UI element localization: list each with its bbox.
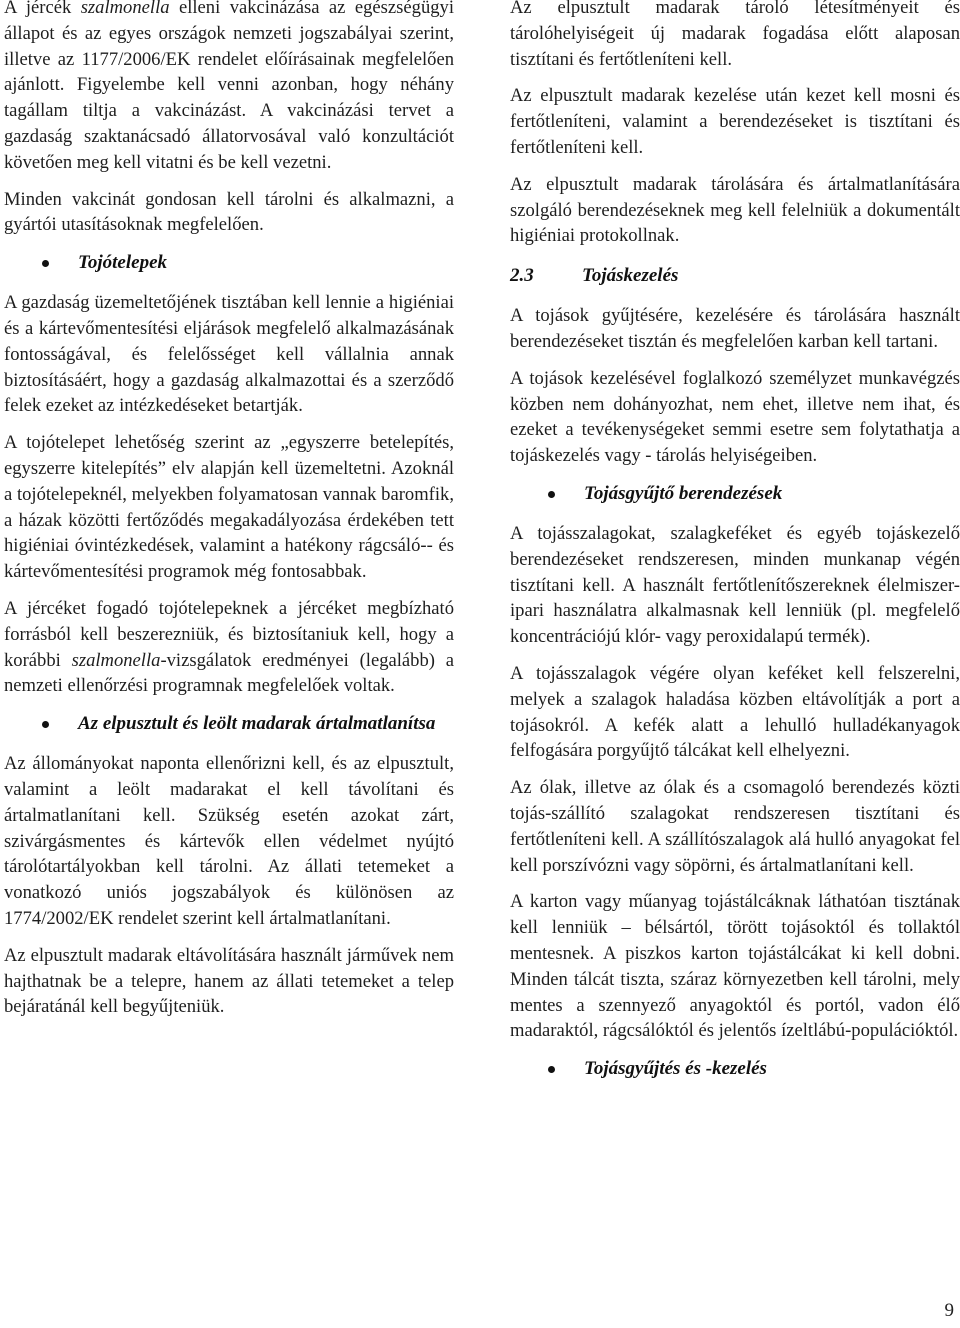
right-column bbox=[510, 0, 960, 1096]
paragraph-brushes: A tojásszalagok végére olyan keféket kell felszerelni, melyek a szalagok haladása közben eltávolítják a port a tojásokról. A kefék alatt a lehulló hulladékanyagok felfogására porgyűjtő tálcákat kell elhelyezni. bbox=[510, 662, 960, 762]
section-heading-egg-handling bbox=[510, 263, 960, 289]
paragraph-vaccination: A jércék szalmonella elleni vakcinázása az egészségügyi állapot és az egyes országok nemzeti jogszabályai szerint, illetve az 1177/2006/EK rendelet előírásainak megfelelően ajánlott. Figyelembe kell venni azonban, hogy néhány tagállam tiltja a vakcinázást. A vakcinázási tervet a gazdaság szaktanácsadó állatorvosával való konzultációt követően meg kell vitatni és be kell vezetni. bbox=[4, 0, 454, 176]
bullet-heading-collection-equipment: Tojásgyűjtő berendezések bbox=[510, 481, 960, 507]
bullet-icon bbox=[548, 1066, 555, 1073]
paragraph-vaccine-storage: Minden vakcinát gondosan kell tárolni és alkalmazni, a gyártói utasításoknak megfelelően. bbox=[4, 188, 454, 236]
page-number: 9 bbox=[944, 1300, 954, 1321]
paragraph-conveyors: Az ólak, illetve az ólak és a csomagoló berendezés közti tojás-szállító szalagokat rendszeresen tisztítani és fertőtleníteni kell. A szállítószalagok alá hulló anyagokat fel kell porszívózni vagy söpörni, és ártalmatlanítani kell. bbox=[510, 777, 960, 876]
left-column bbox=[4, 0, 454, 1031]
paragraph-hand-washing: Az elpusztult madarak kezelése után kezet kell mosni és fertőtleníteni, valamint a berendezéseket is tisztítani és fertőtleníteni kell. bbox=[510, 85, 960, 158]
paragraph-all-in-all-out: A tojótelepet lehetőség szerint az „egyszerre betelepítés, egyszerre kitelepítés” elv alapján kell üzemeltetni. Azoknál a tojótelepeknél, melyekben folyamatosan vannak baromfik, a házak közötti fertőződés megakadályozása érdekében tett higiéniai óvintézkedések, valamint a hatékony rágcsáló-- és kártevőmentesítési programok még fontosabbak. bbox=[4, 432, 454, 583]
italic-term: szalmonella bbox=[71, 649, 161, 671]
bullet-heading-collection-handling: Tojásgyűjtés és -kezelés bbox=[510, 1056, 960, 1082]
paragraph-daily-check: Az állományokat naponta ellenőrizni kell, és az elpusztult, valamint a leölt madarakat el kell távolítani és ártalmatlanítani kell. Szükség esetén azokat zárt, szivárgásmentes és kártevők ellen védelmet nyújtó tárolótartályokban kell tárolni. Az állati tetemeket a vonatkozó uniós jogszabályok és különösen az 1774/2002/EK rendelet szerint kell ártalmatlanítani. bbox=[4, 753, 454, 929]
bullet-icon bbox=[548, 491, 555, 498]
section-title: Tojáskezelés bbox=[582, 265, 679, 287]
paragraph-vehicles: Az elpusztult madarak eltávolítására használt járművek nem hajthatnak be a telepre, hanem az állati tetemeket a telep bejáratánál kell begyűjteniük. bbox=[4, 944, 454, 1018]
italic-term: szalmonella bbox=[80, 0, 170, 18]
paragraph-storage-facilities: Az elpusztult madarak tároló létesítményeit és tárolóhelyiségeit új madarak fogadása előtt alaposan tisztítani és fertőtleníteni kell. bbox=[510, 0, 960, 70]
paragraph-egg-trays: A karton vagy műanyag tojástálcáknak láthatóan tisztának kell lenniük – bélsártól, törött tojásoktól és tollaktól mentesnek. A piszkos karton tojástálcákat ki kell dobni. Minden tálcát tiszta, száraz környezetben kell tárolni, mely mentes a szennyező anyagoktól és portól, vadon élő madaraktól, rágcsálóktól és jelentős ízeltlábú-populációktól. bbox=[510, 891, 960, 1042]
paragraph-operator: A gazdaság üzemeltetőjének tisztában kell lennie a higiéniai és a kártevőmentesítési eljárások megfelelő alkalmazásának fontosságával, és felelősséget kell vállalnia annak biztosításáért, hogy a gazdaság alkalmazottai és a szerződő felek ezeket az intézkedéseket betartják. bbox=[4, 292, 454, 417]
paragraph-hygiene-protocol: Az elpusztult madarak tárolására és ártalmatlanítására szolgáló berendezéseknek meg kell felelniük a dokumentált higiéniai protokollnak. bbox=[510, 173, 960, 247]
bullet-icon bbox=[42, 260, 49, 267]
paragraph-belts-cleaning: A tojásszalagokat, szalagkeféket és egyéb tojáskezelő berendezéseket rendszeresen, minden munkanap végén tisztítani kell. A használt fertőtlenítőszereknek élelmiszer-ipari használatra alkalmasnak kell lenniük (pl. megfelelő koncentrációjú klór- vagy peroxidalapú termék). bbox=[510, 522, 960, 648]
bullet-heading-dead-birds: Az elpusztult és leölt madarak ártalmatlanítsa bbox=[4, 711, 454, 737]
paragraph-pullets: A jércéket fogadó tojótelepeknek a jércéket megbízható forrásból kell beszerezniük, és biztosítaniuk kell, hogy a korábbi szalmonella-vizsgálatok eredményei (legalább) a nemzeti ellenőrzési programnak megfelelőek voltak. bbox=[4, 597, 454, 697]
paragraph-equipment-maintenance: A tojások gyűjtésére, kezelésére és tárolására használt berendezéseket tisztán és megfelelően karban kell tartani. bbox=[510, 305, 960, 352]
section-number: 2.3 bbox=[510, 265, 534, 287]
paragraph-staff: A tojások kezelésével foglalkozó személyzet munkavégzés közben nem dohányozhat, nem ehet, illetve nem ihat, és ezeket a tevékenységeket semmi esetre sem folytathatja a tojáskezelés vagy - tárolás helyiségeiben. bbox=[510, 367, 960, 467]
bullet-icon bbox=[42, 721, 49, 728]
bullet-heading-tojotelepek: Tojótelepek bbox=[4, 250, 454, 276]
